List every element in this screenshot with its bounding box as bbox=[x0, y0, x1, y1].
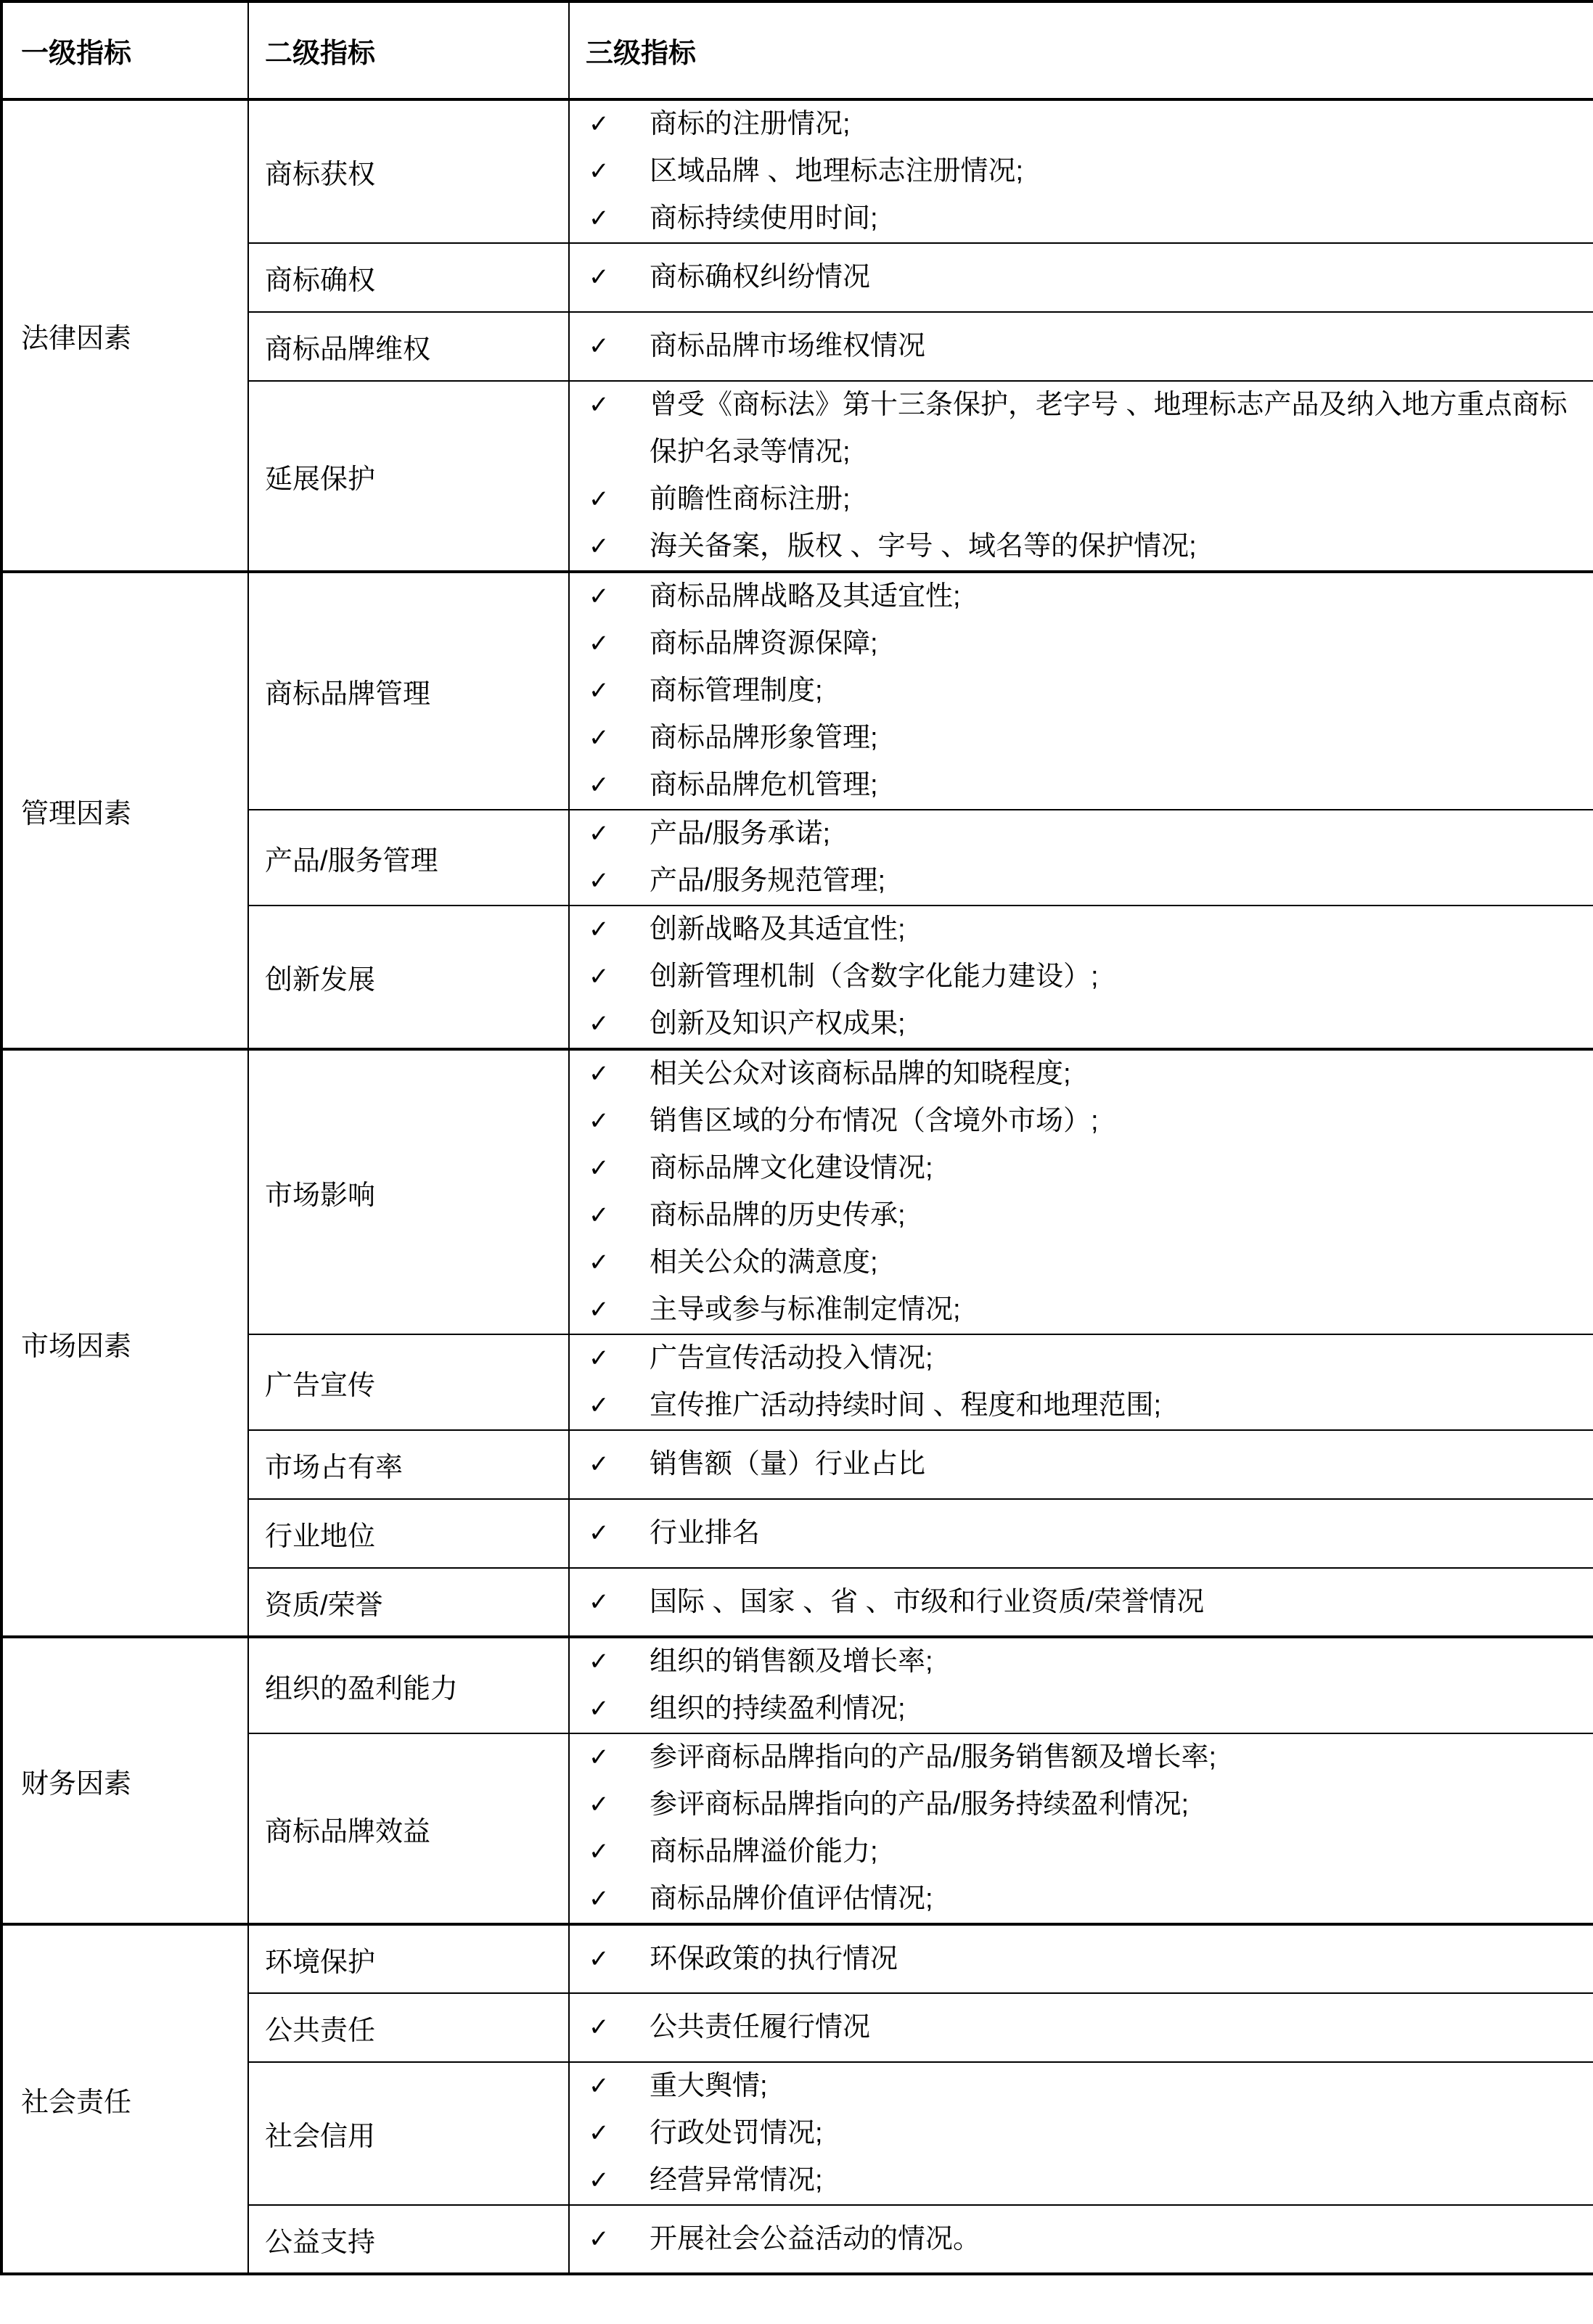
indicator-item-text: 商标品牌战略及其适宜性; bbox=[650, 581, 961, 612]
level3-cell bbox=[569, 810, 1593, 906]
level3-cell bbox=[569, 572, 1593, 810]
indicator-item bbox=[570, 523, 1593, 570]
check-icon: ✓ bbox=[589, 867, 610, 895]
indicator-item-text: 销售额（量）行业占比 bbox=[650, 1449, 926, 1479]
indicator-item-text: 商标品牌溢价能力; bbox=[650, 1836, 878, 1867]
indicator-item-text: 商标品牌价值评估情况; bbox=[650, 1884, 933, 1914]
table-row bbox=[1, 572, 1593, 810]
indicator-item bbox=[570, 323, 1593, 370]
level3-cell bbox=[569, 1637, 1593, 1733]
level3-cell bbox=[569, 1430, 1593, 1499]
check-icon: ✓ bbox=[589, 771, 610, 799]
header-level3: 三级指标 bbox=[569, 1, 1593, 99]
level2-cell: 市场占有率 bbox=[248, 1430, 569, 1499]
level3-cell bbox=[569, 1733, 1593, 1924]
check-icon: ✓ bbox=[589, 1296, 610, 1323]
indicator-item bbox=[570, 148, 1593, 195]
check-icon: ✓ bbox=[589, 332, 610, 360]
check-icon: ✓ bbox=[589, 583, 610, 610]
check-icon: ✓ bbox=[589, 1648, 610, 1675]
indicator-item-text: 重大舆情; bbox=[650, 2071, 768, 2101]
level1-cell: 社会责任 bbox=[1, 1924, 248, 2274]
indicator-item bbox=[570, 620, 1593, 668]
table-header-row bbox=[1, 1, 1593, 99]
check-icon: ✓ bbox=[589, 1202, 610, 1229]
indicator-item-text: 宣传推广活动持续时间 、程度和地理范围; bbox=[650, 1390, 1162, 1421]
indicator-item-text: 产品/服务承诺; bbox=[650, 818, 831, 849]
indicator-item-text: 商标管理制度; bbox=[650, 676, 823, 706]
indicator-item bbox=[570, 101, 1593, 148]
level3-cell bbox=[569, 1049, 1593, 1334]
header-level1: 一级指标 bbox=[1, 1, 248, 99]
level3-cell bbox=[569, 1568, 1593, 1637]
indicator-item bbox=[570, 1828, 1593, 1876]
indicator-item-text: 国际 、国家 、省 、市级和行业资质/荣誉情况 bbox=[650, 1586, 1205, 1617]
level3-cell bbox=[569, 312, 1593, 381]
table-row bbox=[1, 99, 1593, 243]
check-icon: ✓ bbox=[589, 1945, 610, 1973]
level2-cell: 商标获权 bbox=[248, 99, 569, 243]
indicator-item-text: 销售区域的分布情况（含境外市场）; bbox=[650, 1106, 1099, 1136]
indicator-item-text: 主导或参与标准制定情况; bbox=[650, 1294, 961, 1325]
indicator-item bbox=[570, 1192, 1593, 1239]
indicator-item-text: 曾受《商标法》第十三条保护，老字号 、地理标志产品及纳入地方重点商标保护名录等情况; bbox=[650, 390, 1568, 467]
indicator-item bbox=[570, 1638, 1593, 1685]
level3-cell bbox=[569, 1499, 1593, 1568]
indicator-item bbox=[570, 254, 1593, 301]
check-icon: ✓ bbox=[589, 1695, 610, 1723]
indicator-item bbox=[570, 810, 1593, 858]
indicator-item bbox=[570, 1051, 1593, 1098]
level2-cell: 公益支持 bbox=[248, 2205, 569, 2274]
check-icon: ✓ bbox=[589, 1060, 610, 1088]
indicator-item-text: 商标品牌市场维权情况 bbox=[650, 331, 926, 361]
check-icon: ✓ bbox=[589, 1010, 610, 1038]
check-icon: ✓ bbox=[589, 2013, 610, 2041]
indicator-item-text: 参评商标品牌指向的产品/服务销售额及增长率; bbox=[650, 1742, 1217, 1773]
check-icon: ✓ bbox=[589, 916, 610, 943]
level2-cell: 广告宣传 bbox=[248, 1334, 569, 1430]
level2-cell: 市场影响 bbox=[248, 1049, 569, 1334]
check-icon: ✓ bbox=[589, 963, 610, 990]
indicator-item bbox=[570, 668, 1593, 715]
level2-cell: 资质/荣誉 bbox=[248, 1568, 569, 1637]
indicator-item-text: 商标持续使用时间; bbox=[650, 203, 878, 234]
indicator-table-body bbox=[1, 99, 1593, 2274]
indicator-item bbox=[570, 1441, 1593, 1488]
check-icon: ✓ bbox=[589, 1107, 610, 1135]
check-icon: ✓ bbox=[589, 2167, 610, 2194]
check-icon: ✓ bbox=[589, 533, 610, 560]
indicator-item-text: 商标的注册情况; bbox=[650, 109, 851, 139]
indicator-item-text: 商标品牌形象管理; bbox=[650, 723, 878, 753]
level2-cell: 组织的盈利能力 bbox=[248, 1637, 569, 1733]
indicator-item bbox=[570, 1685, 1593, 1733]
indicator-item bbox=[570, 2004, 1593, 2051]
check-icon: ✓ bbox=[589, 485, 610, 513]
level3-cell bbox=[569, 381, 1593, 572]
level2-cell: 商标品牌维权 bbox=[248, 312, 569, 381]
level1-cell: 法律因素 bbox=[1, 99, 248, 572]
check-icon: ✓ bbox=[589, 724, 610, 752]
check-icon: ✓ bbox=[589, 2072, 610, 2100]
indicator-item-text: 商标品牌资源保障; bbox=[650, 628, 878, 659]
indicator-item-text: 产品/服务规范管理; bbox=[650, 866, 886, 896]
indicator-item bbox=[570, 1001, 1593, 1048]
level2-cell: 产品/服务管理 bbox=[248, 810, 569, 906]
indicator-item-text: 经营异常情况; bbox=[650, 2165, 823, 2196]
indicator-item bbox=[570, 1936, 1593, 1983]
indicator-item bbox=[570, 953, 1593, 1001]
indicator-item bbox=[570, 1286, 1593, 1334]
indicator-item bbox=[570, 1781, 1593, 1828]
indicator-item-text: 商标品牌的历史传承; bbox=[650, 1200, 906, 1231]
indicator-item-text: 商标确权纠纷情况 bbox=[650, 262, 871, 292]
level3-cell bbox=[569, 2205, 1593, 2274]
check-icon: ✓ bbox=[589, 677, 610, 705]
indicator-item bbox=[570, 858, 1593, 905]
indicator-item bbox=[570, 1335, 1593, 1382]
check-icon: ✓ bbox=[589, 391, 610, 419]
indicator-item bbox=[570, 906, 1593, 953]
check-icon: ✓ bbox=[589, 1838, 610, 1865]
indicator-item-text: 行业排名 bbox=[650, 1518, 761, 1548]
check-icon: ✓ bbox=[589, 1588, 610, 1616]
indicator-item bbox=[570, 762, 1593, 809]
indicator-item-text: 行政处罚情况; bbox=[650, 2118, 823, 2148]
indicator-item-text: 创新管理机制（含数字化能力建设）; bbox=[650, 961, 1099, 992]
check-icon: ✓ bbox=[589, 1450, 610, 1478]
level2-cell: 商标品牌管理 bbox=[248, 572, 569, 810]
header-level2: 二级指标 bbox=[248, 1, 569, 99]
check-icon: ✓ bbox=[589, 1344, 610, 1372]
indicator-item-text: 组织的持续盈利情况; bbox=[650, 1693, 906, 1724]
indicator-item bbox=[570, 2110, 1593, 2157]
indicator-item bbox=[570, 1382, 1593, 1429]
indicator-item-text: 商标品牌文化建设情况; bbox=[650, 1153, 933, 1183]
level1-cell: 财务因素 bbox=[1, 1637, 248, 1924]
check-icon: ✓ bbox=[589, 1154, 610, 1182]
indicator-item bbox=[570, 715, 1593, 762]
level3-cell bbox=[569, 1334, 1593, 1430]
check-icon: ✓ bbox=[589, 110, 610, 138]
indicator-item-text: 区域品牌 、地理标志注册情况; bbox=[650, 156, 1024, 186]
indicator-item-text: 前瞻性商标注册; bbox=[650, 484, 851, 514]
level2-cell: 商标确权 bbox=[248, 243, 569, 312]
check-icon: ✓ bbox=[589, 263, 610, 291]
check-icon: ✓ bbox=[589, 1885, 610, 1913]
check-icon: ✓ bbox=[589, 1249, 610, 1276]
indicator-item bbox=[570, 2216, 1593, 2263]
indicator-item bbox=[570, 1510, 1593, 1557]
indicator-item-text: 公共责任履行情况 bbox=[650, 2012, 871, 2042]
check-icon: ✓ bbox=[589, 2119, 610, 2147]
indicator-item-text: 参评商标品牌指向的产品/服务持续盈利情况; bbox=[650, 1789, 1189, 1820]
indicator-item-text: 商标品牌危机管理; bbox=[650, 770, 878, 800]
indicator-item-text: 广告宣传活动投入情况; bbox=[650, 1343, 933, 1374]
level2-cell: 商标品牌效益 bbox=[248, 1733, 569, 1924]
indicator-item bbox=[570, 476, 1593, 523]
indicator-item-text: 相关公众对该商标品牌的知晓程度; bbox=[650, 1059, 1071, 1089]
table-row bbox=[1, 1049, 1593, 1334]
check-icon: ✓ bbox=[589, 1519, 610, 1547]
indicator-item bbox=[570, 1239, 1593, 1286]
indicator-item bbox=[570, 1579, 1593, 1626]
level3-cell bbox=[569, 243, 1593, 312]
level2-cell: 延展保护 bbox=[248, 381, 569, 572]
check-icon: ✓ bbox=[589, 1744, 610, 1771]
indicator-item-text: 环保政策的执行情况 bbox=[650, 1943, 898, 1974]
check-icon: ✓ bbox=[589, 820, 610, 847]
level3-cell bbox=[569, 906, 1593, 1049]
level3-cell bbox=[569, 1924, 1593, 1993]
check-icon: ✓ bbox=[589, 630, 610, 657]
indicator-item-text: 创新及知识产权成果; bbox=[650, 1009, 906, 1039]
indicator-item bbox=[570, 2157, 1593, 2204]
table-row bbox=[1, 1924, 1593, 1993]
level3-cell bbox=[569, 1993, 1593, 2062]
indicator-item bbox=[570, 1098, 1593, 1145]
check-icon: ✓ bbox=[589, 2225, 610, 2253]
indicator-item bbox=[570, 1734, 1593, 1781]
check-icon: ✓ bbox=[589, 157, 610, 185]
indicator-item bbox=[570, 382, 1593, 476]
check-icon: ✓ bbox=[589, 1791, 610, 1818]
indicator-item-text: 创新战略及其适宜性; bbox=[650, 914, 906, 945]
indicator-item bbox=[570, 195, 1593, 242]
check-icon: ✓ bbox=[589, 205, 610, 232]
level2-cell: 创新发展 bbox=[248, 906, 569, 1049]
indicator-item-text: 开展社会公益活动的情况。 bbox=[650, 2223, 981, 2254]
table-row bbox=[1, 1637, 1593, 1733]
indicator-item-text: 海关备案，版权 、字号 、域名等的保护情况; bbox=[650, 531, 1197, 562]
indicator-item-text: 相关公众的满意度; bbox=[650, 1247, 878, 1278]
level2-cell: 社会信用 bbox=[248, 2062, 569, 2205]
indicator-item bbox=[570, 573, 1593, 620]
level2-cell: 行业地位 bbox=[248, 1499, 569, 1568]
level2-cell: 公共责任 bbox=[248, 1993, 569, 2062]
check-icon: ✓ bbox=[589, 1392, 610, 1419]
indicator-item bbox=[570, 2063, 1593, 2110]
level3-cell bbox=[569, 2062, 1593, 2205]
level3-cell bbox=[569, 99, 1593, 243]
indicator-item-text: 组织的销售额及增长率; bbox=[650, 1646, 933, 1677]
indicator-item bbox=[570, 1876, 1593, 1923]
indicator-item bbox=[570, 1145, 1593, 1192]
level1-cell: 市场因素 bbox=[1, 1049, 248, 1637]
level2-cell: 环境保护 bbox=[248, 1924, 569, 1993]
level1-cell: 管理因素 bbox=[1, 572, 248, 1049]
